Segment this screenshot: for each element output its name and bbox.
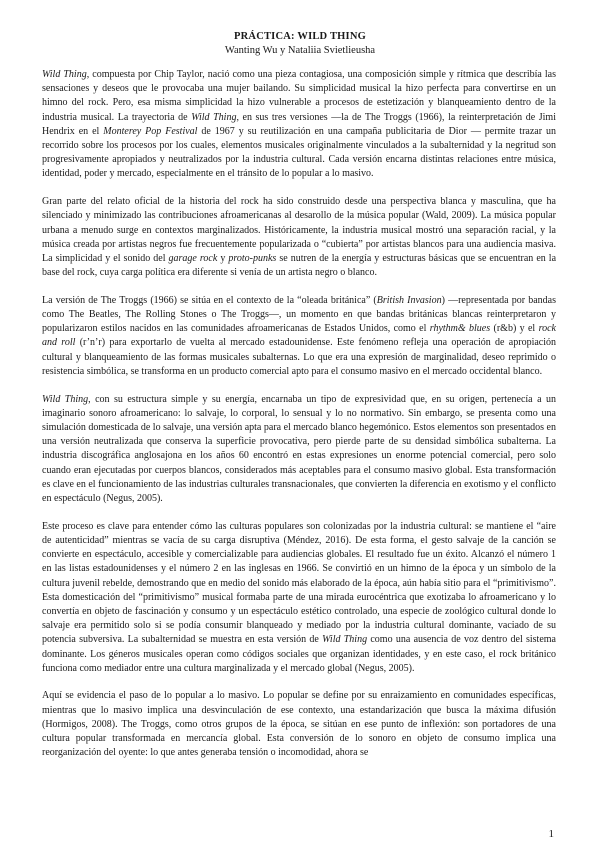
italic-text: Wild Thing (42, 393, 89, 405)
italic-text: garage rock (168, 252, 218, 264)
paragraph-text: Aquí se evidencia el paso de lo popular a lo masivo. Lo popular se define por su enraizamiento en comunidades específicas, mientras que lo masivo implica una desvinculación de ese contexto, una estandarización que busca la máxima difusión (Hormigos, 2008). The Troggs, como otros grupos de la época, se sitúan en ese punto de inflexión: son portadores de una cultura popular transformada en mercancía global. Esta conversión de lo sonoro en objeto de consumo implica una reorganización del oyente: lo que antes generaba tensión o incomodidad, ahora se (42, 690, 556, 759)
paragraph-text: (r&b) y el (490, 323, 539, 335)
paragraph-text: como una ausencia de voz dentro del sistema dominante. Los géneros musicales operan como códigos sociales que organizan identidades, y en este caso, el rock británico funciona como mediador entre una cultura marginalizada y el mercado global (Negus, 2005). (42, 634, 556, 674)
document-title: PRÁCTICA: WILD THING (234, 31, 366, 42)
paragraph-text: La versión de The Troggs (1966) se sitúa en el contexto de la “oleada británica” ( (42, 294, 377, 306)
italic-text: rock and roll (42, 323, 556, 349)
body-paragraph (42, 294, 556, 379)
italic-text: Wild Thing (322, 634, 368, 646)
italic-text: rhythm& blues (429, 323, 491, 335)
paragraph-text: ) —representada por bandas como The Beatles, The Rolling Stones o The Troggs—, un momento en que bandas británicas blancas reinterpretaron y popularizaron estilos nacidos en las comunidades afroamericanas de Estados Unidos, como el (42, 294, 556, 335)
document-authors: Wanting Wu y Nataliia Svietlieusha (224, 45, 376, 56)
page-number: 1 (548, 828, 554, 840)
paragraph-text: , compuesta por Chip Taylor, nació como una pieza contagiosa, una composición simple y rítmica que describía las sensaciones y deseos que le provocaba una mujer bailando. Su simplicidad musical la hizo perfecta para convertirse en un himno del rock. Pero, esa misma simplicidad la hizo vulnerable a procesos de estetización y blanqueamiento dentro de la industria musical. La trayectoria de (42, 69, 556, 123)
paragraph-text: , con su estructura simple y su energía, encarnaba un tipo de expresividad que, en su origen, pertenecía a un imaginario sonoro afroamericano: lo salvaje, lo corporal, lo sensual y lo no normativo. Sin embargo, se presenta como una simulación domesticada de lo salvaje, una versión apta para el mercado blanco hegemónico. Estos elementos son presentados en una versión neutralizada que conserva la superficie provocativa, pero pierde parte de su densidad simbólica subalterna. La industria discográfica anglosajona en los años 60 encontró en estas expresiones un enorme potencial comercial, pero solo cuando eran ejecutadas por cuerpos blancos, considerados más aceptables para el consumo masivo global. Esta transformación es clave en el funcionamiento de las industrias culturales transnacionales, que convierten la diferencia en exotismo y el conflicto en espectáculo (Negus, 2005). (42, 393, 556, 504)
paragraph-text: Este proceso es clave para entender cómo las culturas populares son colonizadas por la industria cultural: se mantiene el “aire de autenticidad” mientras se vacía de su carga disruptiva (Méndez, 2016). De esta forma, el gesto salvaje de la canción se convierte en espectáculo, accesible y comercializable para audiencias globales. El resultado fue un éxito. Alcanzó el número 1 en las listas estadounidenses y el número 2 en las inglesas en 1966. Se convirtió en un himno de la época y un símbolo de la cultura juvenil rebelde, demostrando que en medio del sonido más elaborado de la época, aún había sitio para el “primitivismo”. Esta domesticación del “primitivismo” musical formaba parte de una mirada eurocéntrica que exotizaba lo afroamericano y lo convertía en objeto de fascinación y consumo y un espectáculo estético controlado, una especie de zoológico cultural donde lo salvaje era permitido solo si se podía consumir blanqueado y mediado por la industria cultural dominante, vaciado de su potencia subversiva. La subalternidad se muestra en esta versión de (42, 520, 556, 646)
italic-text: Wild Thing (42, 69, 87, 80)
paragraph-text: , en sus tres versiones —la de The Troggs (1966), la reinterpretación de Jimi Hendrix en el (42, 111, 556, 137)
paragraph-text: Gran parte del relato oficial de la historia del rock ha sido construido desde una perspectiva blanca y masculina, que ha silenciado y minimizado las contribuciones afroamericanas al desarollo de la música popular (Wald, 2009). La música popular urbana a menudo surge en contextos marginalizados. Históricamente, la industria musical mostró una separación racial, y la música creada por artistas negros fue frecuentemente popularizada o “cubierta” por artistas blancos para una audiencia masiva. La simplicidad y el sonido del (42, 196, 556, 264)
body-paragraph (42, 393, 556, 507)
paragraph-text: y (217, 252, 229, 264)
body-paragraph (42, 68, 556, 182)
paragraph-text: de 1967 y su reutilización en una campaña publicitaria de Dior — permite trazar un recorrido sobre los procesos por los cuales, elementos musicales originalmente vinculados a la subalternidad y la negritud son progresivamente apropiados y neutralizados por la industria cultural. Cada versión encarna distintas relaciones entre música, identidad, poder y mercado, especialmente en el tránsito de lo popular a lo masivo. (42, 125, 556, 180)
italic-text: Monterey Pop Festival (103, 125, 198, 137)
body-paragraph (42, 195, 556, 280)
body-paragraph (42, 689, 556, 760)
body-paragraph (42, 520, 556, 676)
document-body (42, 68, 556, 774)
paragraph-text: (r’n’r) para exportarlo de vuelta al mercado estadounidense. Este fenómeno refleja una operación de apropiación cultural y blanqueamiento de las formas musicales subalternas. Lo que era una expresión de marginalidad, deseo reprimido o resistencia simbólica, se transforma en un producto comercial apto para el consumo masivo en el mercado occidental blanco. (42, 337, 557, 377)
italic-text: Wild Thing (191, 111, 237, 123)
italic-text: British Invasion (376, 294, 442, 306)
italic-text: proto-punks (228, 252, 277, 264)
paragraph-text: se nutren de la energía y estructuras básicas que se encuentran en la base del rock, cuya carga política era diferente si venía de un artista negro o blanco. (42, 252, 557, 279)
